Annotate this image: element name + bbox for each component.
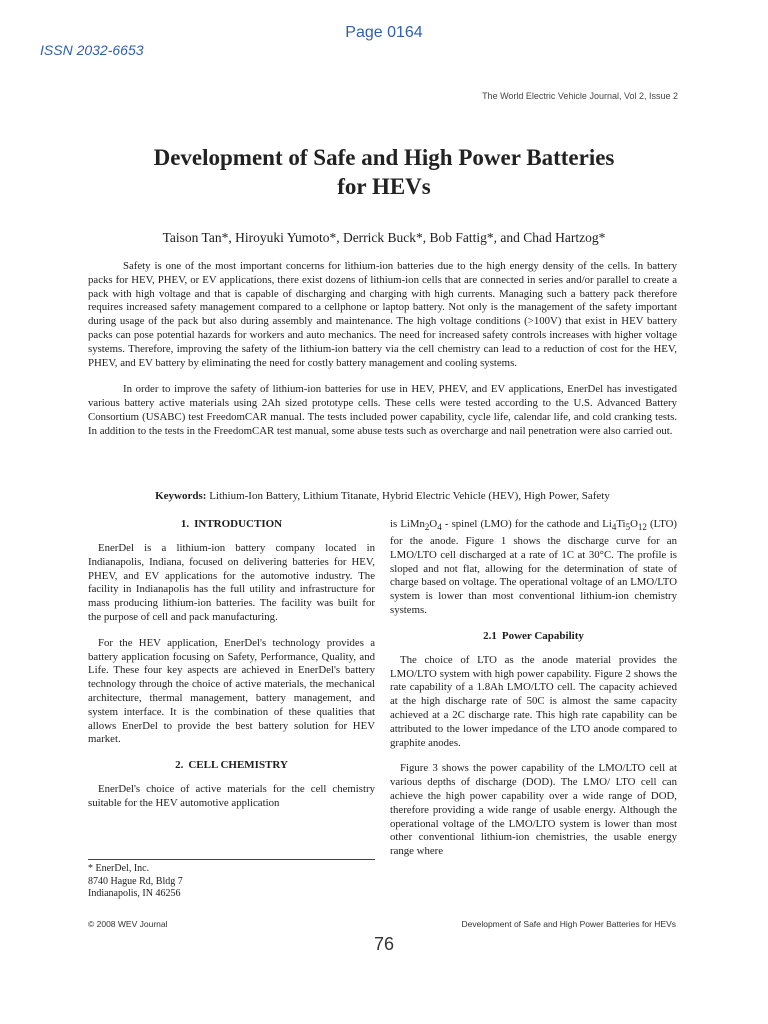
- abstract-paragraph-1: Safety is one of the most important concerns for lithium-ion batteries due to the high energy density of the cells. In battery packs for HEV, PHEV, or EV applications, there exist dozens of lithium-ion cells that are connected in series and/or parallel to create a pack with high voltage and that is capable of discharging and charging with high currents. Managing such a battery pack therefore requires increased safety management compared to a cellphone or laptop battery. Not only is the management of the safety important during usage of the pack but also during assembly and maintenance. The high voltage conditions (>100V) that exist in HEV battery packs can pose potential hazards for workers and auto mechanics. The need for increased safety controls increases with higher voltage systems. Therefore, improving the safety of the lithium-ion battery via the cell chemistry can lead to a reduction of cost for the HEV, PHEV, and EV battery by eliminating the need for costly battery management and cooling systems.: [88, 260, 677, 369]
- intro-paragraph-1: EnerDel is a lithium-ion battery company located in Indianapolis, Indiana, focused on delivering batteries for HEV, PHEV, and EV applications for the automotive industry. The facility in Indianapolis has the full utility and infrastructure for mass producing lithium-ion batteries. The facility was built for the purpose of cell and pack manufacturing.: [88, 542, 375, 623]
- keywords-text: Lithium-Ion Battery, Lithium Titanate, Hybrid Electric Vehicle (HEV), High Power, Safety: [209, 490, 610, 502]
- section-title: INTRODUCTION: [194, 518, 283, 530]
- section-title: CELL CHEMISTRY: [188, 759, 288, 772]
- footnote-line-1: * EnerDel, Inc.: [88, 863, 150, 874]
- subsection-heading-power-capability: [390, 630, 677, 642]
- footnote-line-2: 8740 Hague Rd, Bldg 7: [88, 875, 183, 887]
- author-list: Taison Tan*, Hiroyuki Yumoto*, Derrick Buck*, Bob Fattig*, and Chad Hartzog*: [162, 230, 606, 245]
- issn-label: ISSN 2032-6653: [40, 42, 144, 58]
- paper-title: [80, 143, 688, 201]
- right-column: [390, 518, 677, 859]
- abstract-paragraph-2: In order to improve the safety of lithium-ion batteries for use in HEV, PHEV, and EV applications, EnerDel has investigated various battery active materials using 2Ah sized prototype cells. These cells were tested according to the U.S. Advanced Battery Consortium (USABC) test FreedomCAR manual. The tests included power capability, cycle life, calendar life, and cold cranking tests. In addition to the tests in the FreedomCAR test manual, some abuse tests such as overcharge and nail penetration were also carried out.: [88, 383, 677, 437]
- subsection-title: Power Capability: [501, 629, 584, 642]
- keywords: [88, 490, 677, 502]
- running-title-footer: Development of Safe and High Power Batteries for HEVs: [461, 919, 676, 929]
- page-number: 76: [373, 934, 395, 954]
- keywords-label: Keywords:: [155, 490, 207, 502]
- cell-chemistry-paragraph-continued: is $LiMn_2O_4$ - spinel (LMO) for the cathode and $Li_4Ti_5O_{12}$ (LTO) for the anode. Figure 1 shows the discharge curve for an LMO/LTO cell discharged at a rate of 1C at 30°C. The profile is sloped and not flat, allowing for the determination of state of charge based on voltage. The operational voltage of an LMO/LTO system is lower than most conventional lithium-ion chemistry systems.: [390, 518, 677, 616]
- abstract: [88, 260, 677, 439]
- power-capability-paragraph-2: Figure 3 shows the power capability of the LMO/LTO cell at various depths of discharge (DOD). The LMO/ LTO cell can achieve the high power capability over a wide range of DOD, therefore providing a wide range of usable energy. Although the operational voltage of the LMO/LTO system is lower than most other conventional lithium-ion chemistries, the usable energy range where: [390, 762, 677, 858]
- footnote-divider: [88, 859, 375, 860]
- page-label: Page 0164: [345, 24, 423, 41]
- intro-paragraph-2: For the HEV application, EnerDel's technology provides a battery application focusing on Safety, Performance, Quality, and Life. These four key aspects are achieved in EnerDel's battery technology through the choice of active materials, the mechanical architecture, thermal management, battery management, and system interface. It is the combination of these qualities that allows EnerDel to provide the best battery solution for HEV market.: [88, 636, 375, 746]
- footnote-line-3: Indianapolis, IN 46256: [88, 888, 181, 899]
- section-heading-introduction: [88, 518, 375, 530]
- title-line-1: Development of Safe and High Power Batteries: [153, 145, 615, 170]
- power-capability-paragraph-1: The choice of LTO as the anode material provides the LMO/LTO system with high power capability. Figure 2 shows the rate capability of a 1.8Ah LMO/LTO cell. The capacity achieved at the high discharge rate of 50C is almost the same capacity achieved at a 2C discharge rate. This high rate capability can be attributed to the lower impedance of the LTO anode compared to graphite anodes.: [390, 653, 677, 749]
- section-number: 1.: [180, 518, 190, 530]
- cell-chemistry-paragraph-1: EnerDel's choice of active materials for the cell chemistry suitable for the HEV automotive application: [88, 783, 375, 809]
- copyright-footer: © 2008 WEV Journal: [88, 919, 168, 929]
- section-heading-cell-chemistry: [88, 759, 375, 771]
- journal-header: The World Electric Vehicle Journal, Vol 2, Issue 2: [482, 91, 678, 101]
- left-column: [88, 518, 375, 811]
- footnote: [88, 863, 183, 901]
- title-line-2: for HEVs: [337, 174, 431, 199]
- section-number: 2.: [175, 759, 184, 772]
- subsection-number: 2.1: [483, 629, 497, 642]
